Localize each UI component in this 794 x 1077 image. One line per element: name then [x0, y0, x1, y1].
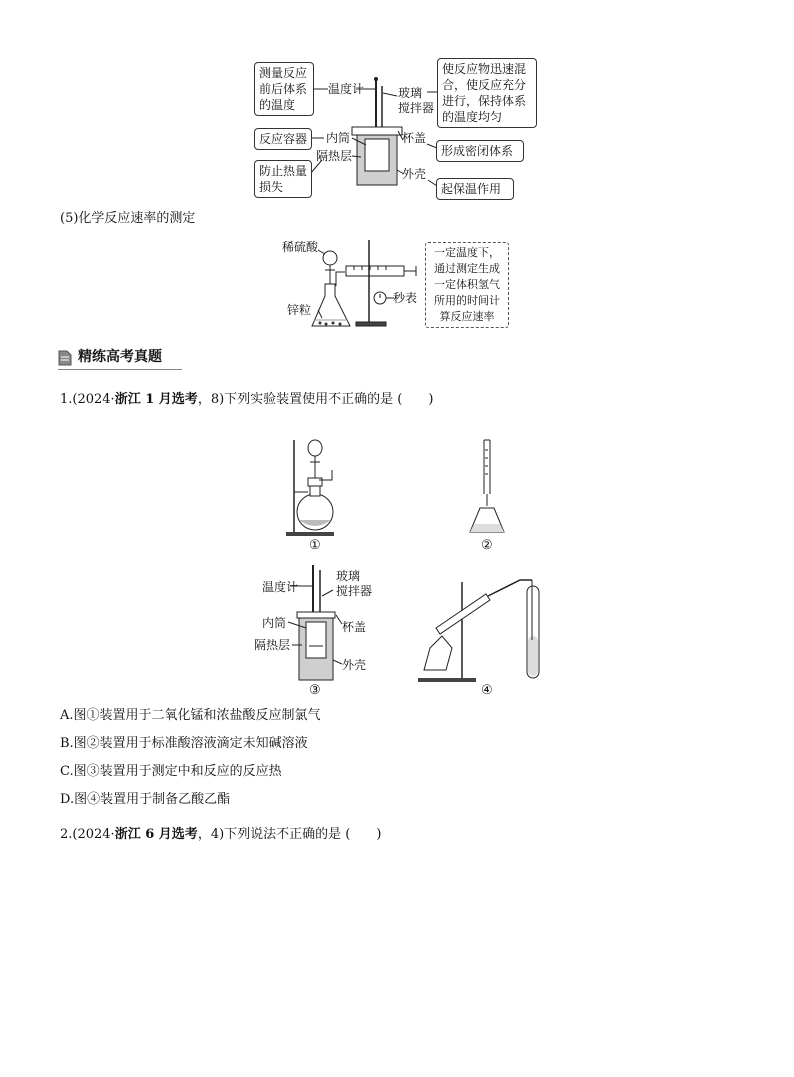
insulation-label: 隔热层: [316, 149, 353, 163]
measure-temperature-box: 测量反应 前后体系 的温度: [254, 62, 314, 116]
q1-option-b: B.图②装置用于标准酸溶液滴定未知碱溶液: [60, 736, 308, 751]
fig3-insulation-label: 隔热层: [254, 638, 291, 652]
stirrer-purpose-box: 使反应物迅速混 合，使反应充分 进行，保持体系 的温度均匀: [437, 58, 537, 128]
fig4-label: ④: [481, 683, 493, 698]
q1-option-c: C.图③装置用于测定中和反应的反应热: [60, 764, 282, 779]
q1-stem: 1.(2024·浙江 1 月选考，8)下列实验装置使用不正确的是 ( ): [60, 392, 434, 407]
thermometer-label: 温度计: [328, 82, 365, 96]
stopwatch-label: 秒表: [393, 291, 418, 305]
lid-purpose-box: 形成密闭体系: [436, 140, 524, 162]
insulation-purpose-box: 防止热量 损失: [254, 160, 312, 198]
exam-section-title: 精练高考真题: [78, 349, 162, 365]
section5-heading: (5)化学反应速率的测定: [60, 211, 196, 226]
fig2-label: ②: [481, 538, 493, 553]
q2-stem: 2.(2024·浙江 6 月选考，4)下列说法不正确的是 ( ): [60, 827, 382, 842]
fig3-thermometer-label: 温度计: [262, 580, 299, 594]
reaction-vessel-box: 反应容器: [254, 128, 312, 150]
stirrer-label: 玻璃 搅拌器: [398, 86, 435, 115]
rate-note-box: 一定温度下， 通过测定生成 一定体积氢气 所用的时间计 算反应速率: [425, 242, 509, 328]
fig3-stirrer-label: 玻璃 搅拌器: [336, 569, 373, 598]
fig3-lid-label: 杯盖: [342, 620, 367, 634]
zinc-label: 锌粒: [287, 303, 312, 317]
q1-option-d: D.图④装置用于制备乙酸乙酯: [60, 792, 231, 807]
fig3-shell-label: 外壳: [342, 658, 367, 672]
shell-label: 外壳: [402, 167, 427, 181]
acid-label: 稀硫酸: [282, 240, 319, 254]
fig3-inner-label: 内筒: [262, 616, 287, 630]
shell-purpose-box: 起保温作用: [436, 178, 514, 200]
fig1-label: ①: [309, 538, 321, 553]
lid-label: 杯盖: [402, 131, 427, 145]
fig3-label: ③: [309, 683, 321, 698]
inner-cup-label: 内筒: [326, 131, 351, 145]
q1-option-a: A.图①装置用于二氧化锰和浓盐酸反应制氯气: [60, 708, 321, 723]
